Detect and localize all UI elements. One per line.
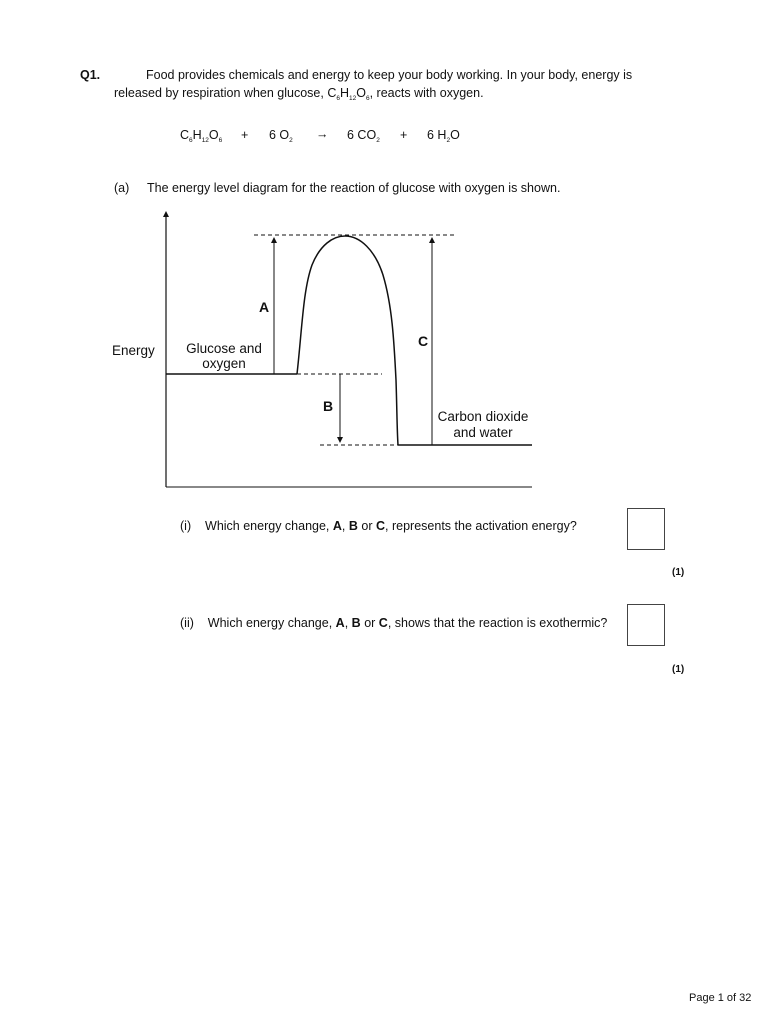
eq-subscript: 2 (289, 137, 293, 144)
intro-subscript: 6 (336, 95, 340, 102)
intro-formula-o: O (356, 86, 366, 100)
products-label-line1: Carbon dioxide (437, 409, 529, 424)
eq-c: C (180, 128, 190, 142)
sub-question-i (180, 519, 577, 533)
sub-ii-or: or (364, 616, 376, 630)
sub-ii-text-pre: Which energy change, (207, 616, 333, 630)
eq-h: H (192, 128, 202, 142)
intro-formula-h: H (339, 86, 350, 100)
energy-axis-label: Energy (112, 343, 155, 358)
intro-text-post: , reacts with oxygen. (369, 86, 484, 100)
sub-ii-option-c: C (378, 616, 388, 630)
eq-subscript: 12 (201, 137, 209, 144)
question-number: Q1. (80, 68, 101, 82)
eq-water: 6 H (427, 128, 447, 142)
intro-subscript: 6 (365, 95, 370, 102)
reactants-label-line2: oxygen (202, 356, 246, 371)
question-intro-line1: Food provides chemicals and energy to keep your body working. In your body, energy is (146, 68, 633, 82)
sub-i-text-pre: Which energy change, (205, 519, 330, 533)
sub-i-sep: , (341, 519, 346, 533)
sub-question-ii (180, 616, 607, 630)
eq-water-o: O (450, 128, 460, 142)
equation-plus-1: + (241, 128, 249, 142)
equation-plus-2: + (400, 128, 408, 142)
sub-i-or: or (361, 519, 373, 533)
equation-arrow: → (316, 127, 329, 141)
eq-subscript: 2 (376, 137, 380, 144)
sub-i-option-b: B (348, 519, 358, 533)
intro-subscript: 12 (349, 95, 357, 102)
eq-o: O (208, 128, 219, 142)
eq-subscript: 2 (446, 137, 451, 144)
sub-ii-option-b: B (351, 616, 361, 630)
activation-energy-curve (297, 236, 398, 445)
sub-ii-text-post: , shows that the reaction is exothermic? (387, 616, 608, 630)
eq-oxygen: 6 O (269, 128, 290, 142)
part-a-text: The energy level diagram for the reaction of glucose with oxygen is shown. (147, 181, 561, 195)
sub-ii-sep: , (344, 616, 349, 630)
marks-i: (1) (672, 567, 685, 578)
reactants-label-line1: Glucose and (186, 341, 262, 356)
part-a-label: (a) (114, 181, 130, 195)
page-number: Page 1 of 32 (689, 992, 752, 1004)
eq-subscript: 6 (189, 137, 193, 144)
sub-i-text-post: , represents the activation energy? (385, 519, 577, 533)
eq-subscript: 6 (218, 137, 223, 144)
label-b: B (323, 398, 334, 414)
answer-box-i[interactable] (627, 508, 665, 550)
sub-ii-option-a: A (335, 616, 345, 630)
eq-co2: 6 CO (347, 128, 377, 142)
answer-box-ii[interactable] (627, 604, 665, 646)
marks-ii: (1) (672, 664, 685, 675)
products-label-line2: and water (453, 425, 513, 440)
label-a: A (259, 299, 270, 315)
sub-i-option-c: C (376, 519, 386, 533)
sub-i-option-a: A (332, 519, 342, 533)
sub-i-label: (i) (180, 519, 192, 533)
intro-text-pre: released by respiration when glucose, C (114, 86, 337, 100)
label-c: C (418, 333, 429, 349)
sub-ii-label: (ii) (180, 616, 194, 630)
